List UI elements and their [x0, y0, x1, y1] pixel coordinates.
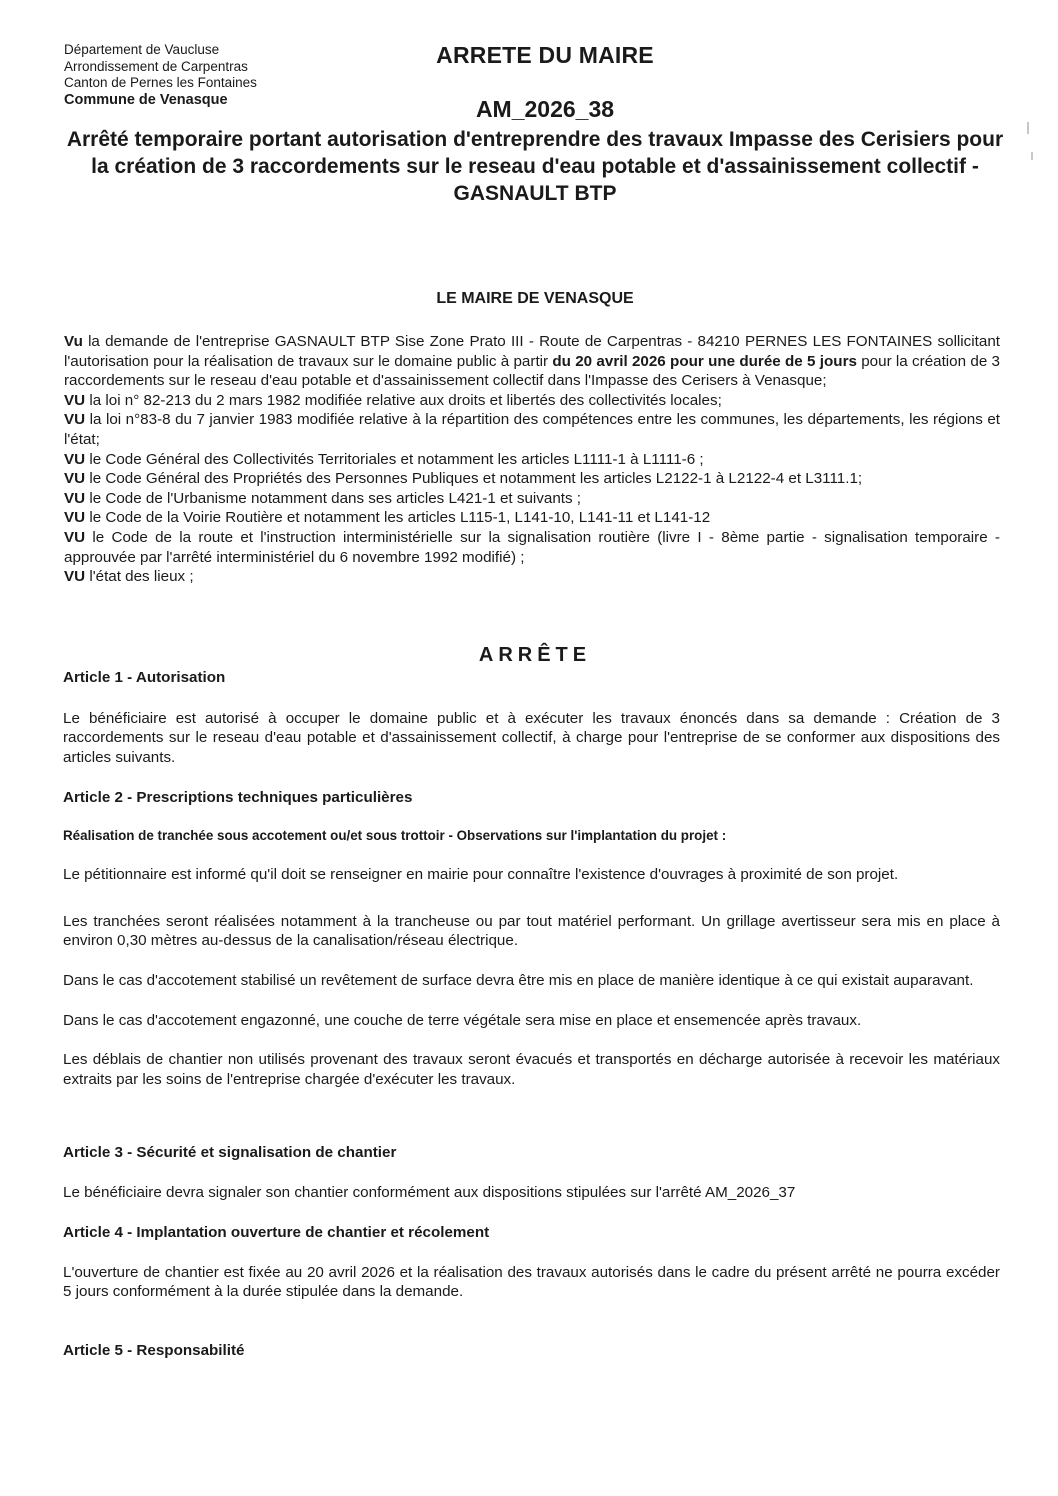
visa-text: la loi n° 82-213 du 2 mars 1982 modifiée relative aux droits et libertés des collectivités locales; — [89, 391, 722, 409]
article-paragraph: L'ouverture de chantier est fixée au 20 avril 2026 et la réalisation des travaux autorisés dans le cadre du présent arrêté ne pourra excéder 5 jours conformément à la durée stipulée dans la demande. — [63, 1263, 1000, 1301]
visa-label: VU — [64, 568, 86, 586]
visas-section — [64, 332, 1000, 587]
article-subtitle: Réalisation de tranchée sous accotement ou/et sous trottoir - Observations sur l'implantation du projet : — [63, 827, 727, 843]
visa-9 — [64, 567, 1000, 587]
visa-text: l'état des lieux ; — [89, 568, 194, 586]
visa-7 — [64, 508, 1000, 528]
scan-artifact — [1031, 152, 1033, 160]
department-line: Département de Vaucluse — [64, 42, 220, 57]
visa-label: VU — [64, 528, 86, 546]
article-5 — [63, 1341, 1000, 1361]
visa-1 — [64, 332, 1000, 391]
visa-4 — [64, 450, 1000, 470]
article-title: Article 4 - Implantation ouverture de chantier et récolement — [63, 1224, 490, 1241]
article-paragraph: Le pétitionnaire est informé qu'il doit se renseigner en mairie pour connaître l'existence d'ouvrages à proximité de son projet. — [63, 866, 899, 884]
document-subject: Arrêté temporaire portant autorisation d'entreprendre des travaux Impasse des Cerisiers pour la création de 3 raccordements sur le reseau d'eau potable et d'assainissement collectif - GASNAULT BTP — [66, 128, 1004, 205]
article-4 — [63, 1223, 1000, 1302]
article-3 — [63, 1143, 1000, 1202]
visa-5 — [64, 469, 1000, 489]
canton-line: Canton de Pernes les Fontaines — [64, 75, 257, 90]
article-2 — [63, 788, 1000, 1089]
article-paragraph: Dans le cas d'accotement engazonné, une couche de terre végétale sera mise en place et ensemencée après travaux. — [63, 1011, 862, 1029]
visa-label: VU — [64, 411, 86, 429]
document-number: AM_2026_38 — [475, 96, 615, 122]
visa-text: le Code Général des Propriétés des Personnes Publiques et notamment les articles L2122-1 à L2122-4 et L3111.1; — [89, 470, 863, 488]
article-1 — [63, 668, 1000, 767]
visa-label: VU — [64, 509, 86, 527]
maire-heading: LE MAIRE DE VENASQUE — [436, 290, 634, 307]
scan-artifact — [1027, 122, 1029, 134]
visa-text: le Code de l'Urbanisme notamment dans ses articles L421-1 et suivants ; — [89, 489, 582, 507]
visa-3 — [64, 410, 1000, 449]
visa-text: le Code Général des Collectivités Territoriales et notamment les articles L1111-1 à L1111-6 ; — [89, 450, 704, 468]
article-title: Article 3 - Sécurité et signalisation de chantier — [63, 1144, 397, 1161]
article-title: Article 5 - Responsabilité — [63, 1342, 245, 1359]
visa-text: la loi n°83-8 du 7 janvier 1983 modifiée relative à la répartition des compétences entre les communes, les départements, les régions et l'état; — [64, 411, 1000, 448]
visa-8 — [64, 528, 1000, 567]
visa-text: le Code de la route et l'instruction interministérielle sur la signalisation routière (livre I - 8ème partie - signalisation temporaire - approuvée par l'arrêté interministériel du 6 novembre 1992 modifié) ; — [64, 528, 1000, 566]
visa-text: le Code de la Voirie Routière et notamment les articles L115-1, L141-10, L141-11 et L141-12 — [89, 509, 711, 527]
visa-2 — [64, 391, 1000, 411]
visa-text: la demande de l'entreprise GASNAULT BTP Sise Zone Prato III - Route de Carpentras - 84210 PERNES LES FONTAINES sollicitant l'autorisation pour la réalisation de travaux sur le domaine public à partir — [64, 333, 1000, 370]
article-title: Article 2 - Prescriptions techniques particulières — [63, 789, 413, 806]
visa-label: VU — [64, 489, 86, 507]
article-paragraph: Les tranchées seront réalisées notamment à la trancheuse ou par tout matériel performant. Un grillage avertisseur sera mis en place à environ 0,30 mètres au-dessus de la canalisation/réseau électrique. — [63, 912, 1000, 950]
arrondissement-line: Arrondissement de Carpentras — [64, 58, 248, 74]
article-title: Article 1 - Autorisation — [63, 669, 226, 686]
arrete-heading: ARRÊTE — [478, 644, 592, 666]
visa-label: VU — [64, 470, 86, 488]
article-paragraph: Le bénéficiaire devra signaler son chantier conformément aux dispositions stipulées sur l'arrêté AM_2026_37 — [63, 1183, 796, 1201]
visa-text: pour la création de 3 raccordements sur le reseau d'eau potable et d'assainissement collectif dans l'Impasse des Cerisers à Venasque; — [64, 352, 1001, 390]
visa-emphasis: du 20 avril 2026 pour une durée de 5 jours — [552, 352, 857, 370]
visa-label: Vu — [64, 333, 83, 350]
visa-label: VU — [64, 450, 86, 468]
administrative-header — [64, 42, 257, 108]
article-paragraph: Dans le cas d'accotement stabilisé un revêtement de surface devra être mis en place de manière identique à ce qui existait auparavant. — [63, 971, 974, 989]
visa-6 — [64, 489, 1000, 509]
article-paragraph: Le bénéficiaire est autorisé à occuper le domaine public et à exécuter les travaux énoncés dans sa demande : Création de 3 raccordements sur le reseau d'eau potable et d'assainissement collectif, à charge pour l'entreprise de se conformer aux dispositions des articles suivants. — [63, 709, 1000, 766]
article-paragraph: Les déblais de chantier non utilisés provenant des travaux seront évacués et transportés en décharge autorisée à recevoir les matériaux extraits par les soins de l'entreprise chargée d'exécuter les travaux. — [63, 1051, 1000, 1088]
commune-line: Commune de Venasque — [64, 91, 228, 108]
document-title: ARRETE DU MAIRE — [436, 42, 654, 68]
visa-label: VU — [64, 391, 86, 409]
